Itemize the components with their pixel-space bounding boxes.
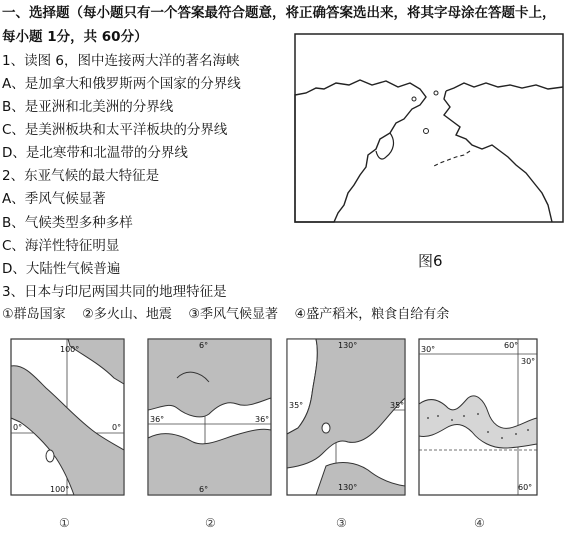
- map4-tick-right: 30°: [521, 357, 536, 366]
- map4-tick-bottom: 60°: [518, 483, 533, 492]
- section-header-line2: 每小题 1分，共 60分）: [2, 29, 148, 45]
- map3-tick-top: 130°: [338, 341, 358, 350]
- map-4-number: ④: [474, 516, 485, 530]
- map-2: [147, 338, 272, 496]
- q3-choices: ①群岛国家 ②多火山、地震 ③季风气候显著 ④盛产稻米，粮食自给有余: [2, 307, 450, 322]
- map3-tick-right: 35°: [390, 401, 405, 410]
- map3-tick-left: 35°: [289, 401, 304, 410]
- q2-stem: 2、东亚气候的最大特征是: [2, 168, 160, 184]
- map1-tick-right: 0°: [112, 423, 122, 432]
- map-4: [418, 338, 538, 496]
- map4-tick-top: 60°: [504, 341, 519, 350]
- map4-tick-left: 30°: [421, 345, 436, 354]
- map-2-number: ②: [205, 516, 216, 530]
- section-header-line1: 一、选择题（每小题只有一个答案最符合题意，将正确答案选出来，将其字母涂在答题卡上，: [2, 5, 556, 21]
- q3-stem: 3、日本与印尼两国共同的地理特征是: [2, 284, 227, 300]
- map1-tick-top: 100°: [60, 345, 80, 354]
- figure6-map: [294, 33, 564, 223]
- q1-stem: 1、读图 6，图中连接两大洋的著名海峡: [2, 53, 240, 69]
- q1-option-b: B、是亚洲和北美洲的分界线: [2, 99, 174, 115]
- q2-option-a: A、季风气候显著: [2, 191, 106, 207]
- q2-option-c: C、海洋性特征明显: [2, 238, 120, 254]
- map2-tick-top: 6°: [199, 341, 209, 350]
- map-1: [10, 338, 125, 496]
- map1-tick-left: 0°: [13, 423, 23, 432]
- map2-tick-right: 36°: [255, 415, 270, 424]
- map1-tick-bottom: 100°: [50, 485, 70, 494]
- q1-option-d: D、是北寒带和北温带的分界线: [2, 145, 188, 161]
- q2-option-b: B、气候类型多种多样: [2, 215, 133, 231]
- map-3: [286, 338, 406, 496]
- figure6-caption: 图6: [418, 252, 443, 270]
- q1-option-c: C、是美洲板块和太平洋板块的分界线: [2, 122, 228, 138]
- q1-option-a: A、是加拿大和俄罗斯两个国家的分界线: [2, 76, 241, 92]
- q2-option-d: D、大陆性气候普遍: [2, 261, 121, 277]
- map-3-number: ③: [336, 516, 347, 530]
- map3-tick-bottom: 130°: [338, 483, 358, 492]
- map-1-number: ①: [59, 516, 70, 530]
- map2-tick-bottom: 6°: [199, 485, 209, 494]
- map2-tick-left: 36°: [150, 415, 165, 424]
